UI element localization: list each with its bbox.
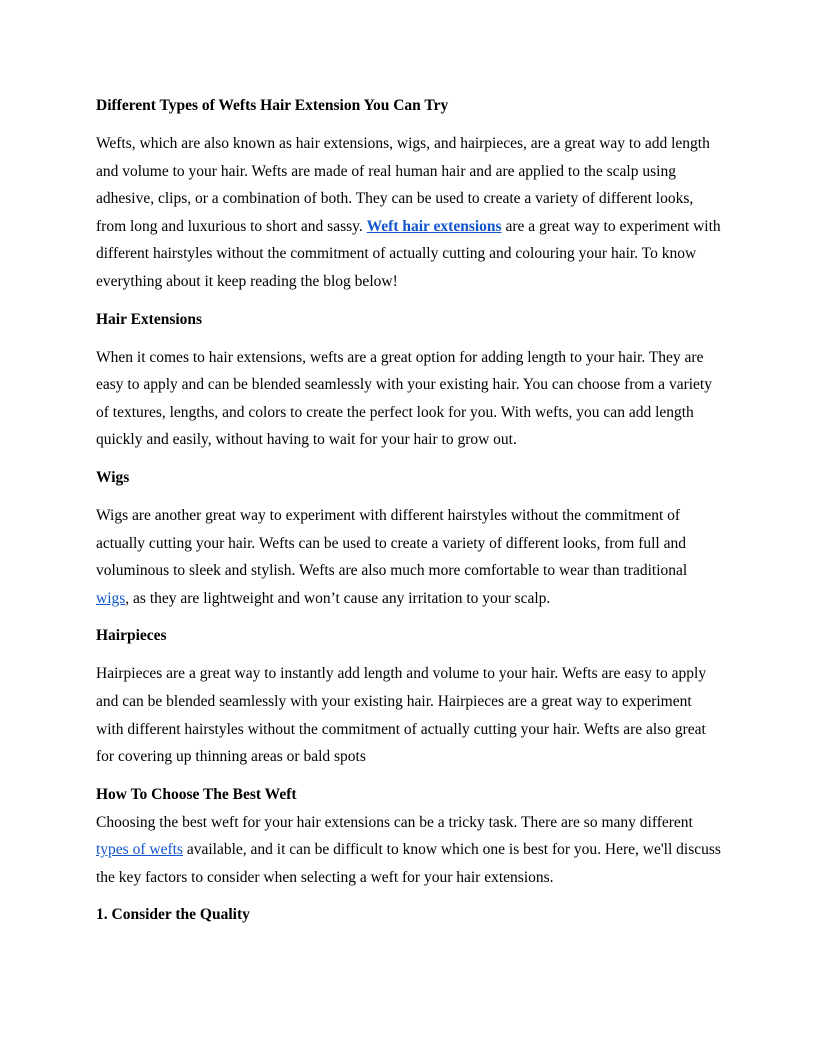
wigs-paragraph	[96, 502, 722, 612]
choose-text-before-link: Choosing the best weft for your hair extensions can be a tricky task. There are so many different	[96, 813, 693, 831]
document-title: Different Types of Wefts Hair Extension You Can Try	[96, 97, 449, 114]
document-page	[96, 92, 722, 929]
hair-extensions-heading: Hair Extensions	[96, 310, 203, 328]
hairpieces-heading: Hairpieces	[96, 627, 167, 645]
consider-quality-heading: 1. Consider the Quality	[96, 906, 250, 924]
wigs-heading: Wigs	[96, 468, 130, 486]
choose-weft-heading: How To Choose The Best Weft	[96, 785, 297, 803]
wigs-text-before-link: Wigs are another great way to experiment with different hairstyles without the commitment of actually cutting your hair. Wefts can be used to create a variety of different looks, from full and voluminous to sleek and stylish. Wefts are also much more comfortable to wear than traditional	[96, 506, 688, 580]
intro-paragraph	[96, 130, 722, 296]
hairpieces-paragraph: Hairpieces are a great way to instantly add length and volume to your hair. Wefts are easy to apply and can be blended seamlessly with your existing hair. Hairpieces are a great way to experiment with different hairstyles without the commitment of actually cutting your hair. Wefts are also great for covering up thinning areas or bald spots	[96, 665, 707, 766]
intro-text-before-link: Wefts, which are also known as hair extensions, wigs, and hairpieces, are a great way to add length and volume to your hair. Wefts are made of real human hair and are applied to the scalp using adhesive, clips, or a combination of both. They can be used to create a variety of different looks, from long and luxurious to short and sassy.	[96, 135, 710, 235]
choose-weft-paragraph	[96, 809, 722, 892]
wigs-text-after-link: , as they are lightweight and won’t cause any irritation to your scalp.	[125, 589, 551, 607]
intro-text-after-link: are a great way to experiment with different hairstyles without the commitment of actually cutting and colouring your hair. To know everything about it keep reading the blog below!	[96, 217, 721, 290]
weft-hair-extensions-link[interactable]: Weft hair extensions	[366, 217, 502, 235]
wigs-link[interactable]: wigs	[96, 589, 126, 607]
choose-text-after-link: available, and it can be difficult to know which one is best for you. Here, we'll discuss the key factors to consider when selecting a weft for your hair extensions.	[96, 841, 721, 886]
types-of-wefts-link[interactable]: types of wefts	[96, 841, 183, 859]
hair-extensions-paragraph: When it comes to hair extensions, wefts are a great option for adding length to your hair. They are easy to apply and can be blended seamlessly with your existing hair. You can choose from a variety of textures, lengths, and colors to create the perfect look for you. With wefts, you can add length quickly and easily, without having to wait for your hair to grow out.	[96, 348, 712, 449]
